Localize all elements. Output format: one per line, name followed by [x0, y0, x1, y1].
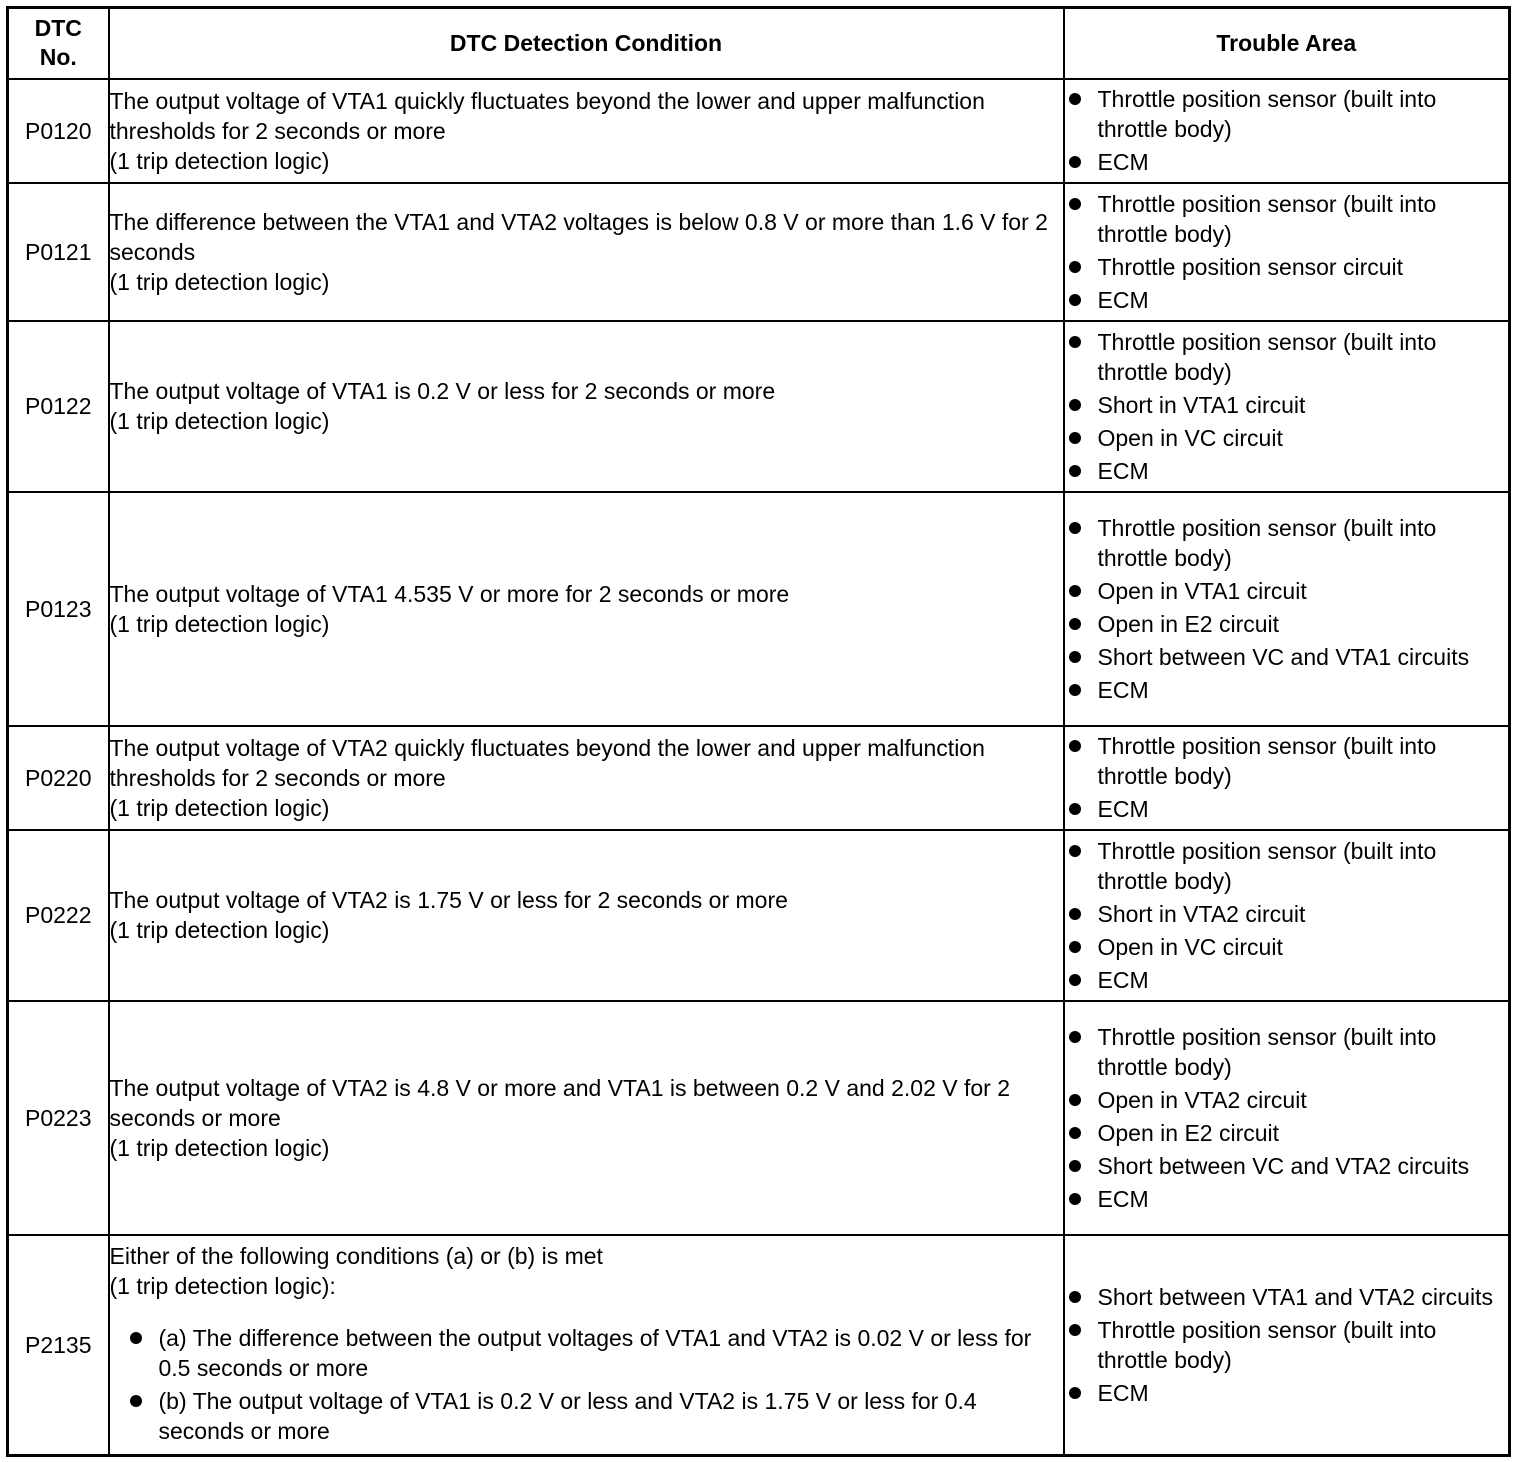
detection-condition — [109, 830, 1064, 1001]
condition-text: (1 trip detection logic) — [109, 794, 330, 821]
table-header — [8, 8, 1510, 79]
detection-condition — [109, 79, 1064, 183]
trouble-area-item: Throttle position sensor circuit — [1065, 252, 1509, 282]
dtc-code: P0220 — [8, 726, 109, 830]
table-row — [8, 79, 1510, 183]
table-row — [8, 1001, 1510, 1235]
dtc-table — [6, 6, 1511, 1457]
trouble-area-item: Throttle position sensor (built into throttle body) — [1065, 1315, 1509, 1375]
trouble-area — [1064, 321, 1510, 492]
condition-text: The output voltage of VTA1 is 0.2 V or less for 2 seconds or more — [109, 378, 776, 404]
header-detection-condition: DTC Detection Condition — [109, 8, 1064, 79]
condition-text: The output voltage of VTA2 quickly fluctuates beyond the lower and upper malfunction thresholds for 2 seconds or more — [109, 734, 985, 791]
condition-text: (1 trip detection logic) — [109, 610, 330, 637]
trouble-area-item: Open in VTA2 circuit — [1065, 1085, 1509, 1115]
trouble-area-item: Open in VC circuit — [1065, 423, 1509, 453]
sub-condition-item: (b) The output voltage of VTA1 is 0.2 V or less and VTA2 is 1.75 V or less for 0.4 seconds or more — [126, 1386, 1063, 1446]
detection-condition — [109, 183, 1064, 321]
trouble-area-item: Throttle position sensor (built into throttle body) — [1065, 189, 1509, 249]
condition-text: (1 trip detection logic) — [109, 268, 330, 295]
trouble-area-item: ECM — [1065, 794, 1509, 824]
trouble-area — [1064, 492, 1510, 726]
detection-condition — [109, 1001, 1064, 1235]
trouble-area-item: Throttle position sensor (built into throttle body) — [1065, 836, 1509, 896]
table-body — [8, 79, 1510, 1456]
sub-condition-list — [110, 1323, 1063, 1446]
trouble-area-item: ECM — [1065, 1378, 1509, 1408]
trouble-area-item: Open in E2 circuit — [1065, 609, 1509, 639]
trouble-area-list — [1065, 731, 1509, 824]
trouble-area-item: Short between VTA1 and VTA2 circuits — [1065, 1282, 1509, 1312]
trouble-area-item: Short in VTA2 circuit — [1065, 899, 1509, 929]
dtc-code: P2135 — [8, 1235, 109, 1456]
trouble-area — [1064, 1235, 1510, 1456]
table-row — [8, 1235, 1510, 1456]
condition-text: (1 trip detection logic): — [109, 1272, 336, 1299]
trouble-area-item: Throttle position sensor (built into throttle body) — [1065, 731, 1509, 791]
trouble-area-item: Open in VTA1 circuit — [1065, 576, 1509, 606]
table-row — [8, 726, 1510, 830]
table-row — [8, 492, 1510, 726]
table-row — [8, 321, 1510, 492]
trouble-area-list — [1065, 513, 1509, 705]
header-row — [8, 8, 1510, 79]
trouble-area-list — [1065, 84, 1509, 177]
table-row — [8, 830, 1510, 1001]
condition-text: (1 trip detection logic) — [109, 408, 330, 434]
dtc-code: P0223 — [8, 1001, 109, 1235]
trouble-area-list — [1065, 836, 1509, 995]
trouble-area-item: Throttle position sensor (built into throttle body) — [1065, 1022, 1509, 1082]
trouble-area-item: Throttle position sensor (built into throttle body) — [1065, 327, 1509, 387]
trouble-area-item: ECM — [1065, 965, 1509, 995]
trouble-area-item: Throttle position sensor (built into throttle body) — [1065, 513, 1509, 573]
sub-condition-item: (a) The difference between the output voltages of VTA1 and VTA2 is 0.02 V or less for 0.5 seconds or more — [126, 1323, 1063, 1383]
trouble-area-list — [1065, 1282, 1509, 1408]
detection-condition — [109, 321, 1064, 492]
trouble-area-item: ECM — [1065, 147, 1509, 177]
condition-text: (1 trip detection logic) — [109, 1134, 330, 1161]
dtc-code: P0122 — [8, 321, 109, 492]
trouble-area-item: Open in VC circuit — [1065, 932, 1509, 962]
trouble-area-item: ECM — [1065, 675, 1509, 705]
trouble-area-list — [1065, 1022, 1509, 1214]
condition-text: The difference between the VTA1 and VTA2 voltages is below 0.8 V or more than 1.6 V for 2 seconds — [109, 208, 1048, 265]
trouble-area-item: ECM — [1065, 285, 1509, 315]
trouble-area-item: ECM — [1065, 1184, 1509, 1214]
dtc-code: P0120 — [8, 79, 109, 183]
trouble-area-list — [1065, 189, 1509, 315]
trouble-area-item: Throttle position sensor (built into throttle body) — [1065, 84, 1509, 144]
dtc-code: P0121 — [8, 183, 109, 321]
table-row — [8, 183, 1510, 321]
trouble-area — [1064, 726, 1510, 830]
trouble-area — [1064, 830, 1510, 1001]
trouble-area — [1064, 183, 1510, 321]
trouble-area-item: ECM — [1065, 456, 1509, 486]
detection-condition — [109, 726, 1064, 830]
trouble-area — [1064, 1001, 1510, 1235]
trouble-area-list — [1065, 327, 1509, 486]
condition-text: The output voltage of VTA2 is 1.75 V or less for 2 seconds or more — [109, 887, 788, 913]
detection-condition — [109, 492, 1064, 726]
condition-text: (1 trip detection logic) — [109, 147, 330, 174]
detection-condition — [109, 1235, 1064, 1456]
header-dtc-no: DTC No. — [8, 8, 109, 79]
condition-text: The output voltage of VTA1 quickly fluctuates beyond the lower and upper malfunction thresholds for 2 seconds or more — [109, 87, 985, 144]
trouble-area-item: Short in VTA1 circuit — [1065, 390, 1509, 420]
dtc-code: P0123 — [8, 492, 109, 726]
dtc-code: P0222 — [8, 830, 109, 1001]
condition-text: The output voltage of VTA1 4.535 V or more for 2 seconds or more — [109, 580, 790, 607]
condition-text: Either of the following conditions (a) or (b) is met — [109, 1242, 603, 1269]
trouble-area — [1064, 79, 1510, 183]
condition-text: The output voltage of VTA2 is 4.8 V or more and VTA1 is between 0.2 V and 2.02 V for 2 seconds or more — [109, 1074, 1011, 1131]
trouble-area-item: Open in E2 circuit — [1065, 1118, 1509, 1148]
trouble-area-item: Short between VC and VTA2 circuits — [1065, 1151, 1509, 1181]
condition-text: (1 trip detection logic) — [109, 917, 330, 943]
trouble-area-item: Short between VC and VTA1 circuits — [1065, 642, 1509, 672]
header-trouble-area: Trouble Area — [1064, 8, 1510, 79]
